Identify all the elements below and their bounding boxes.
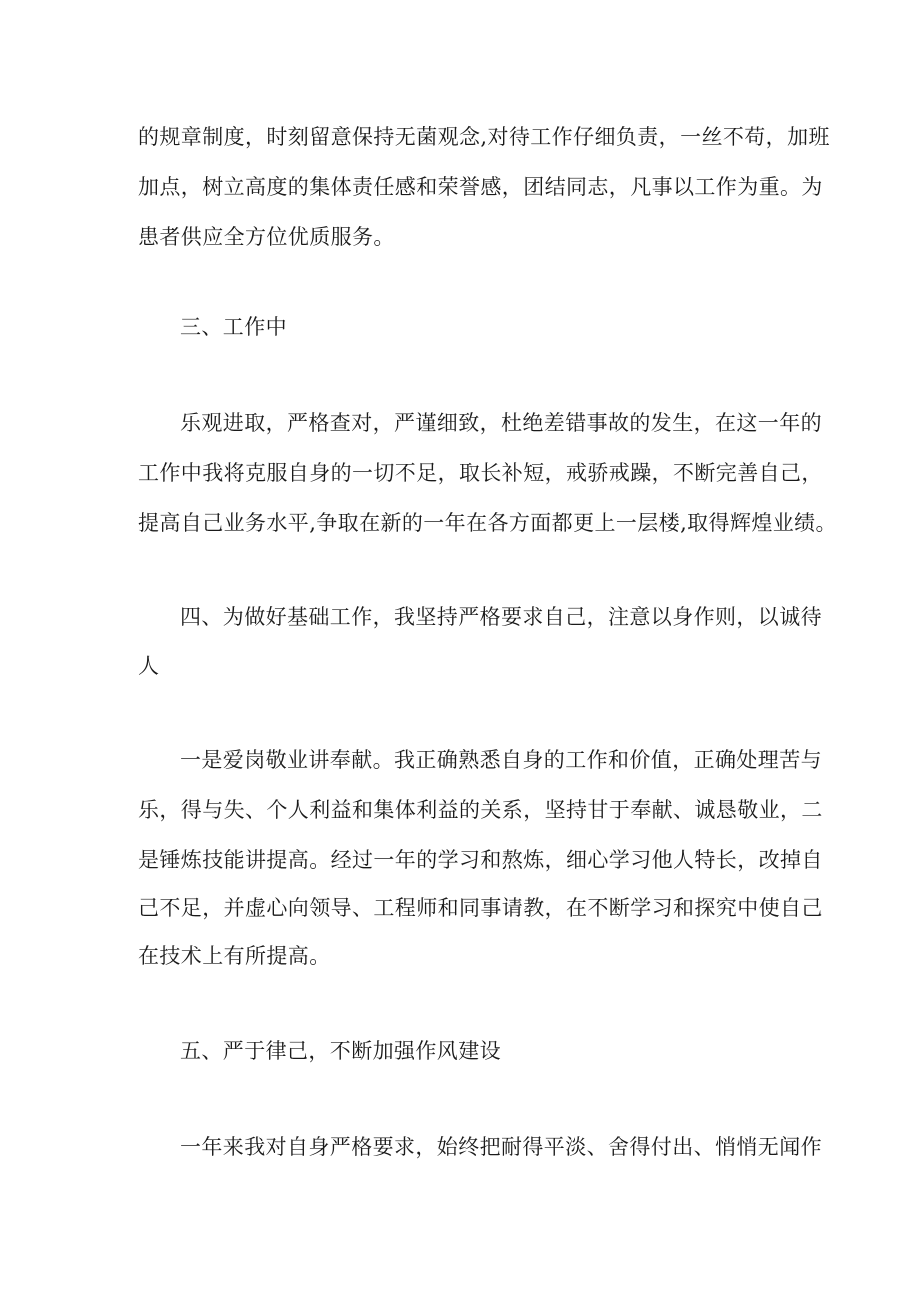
paragraph-3-line-1: 一是爱岗敬业讲奉献。我正确熟悉自身的工作和价值，正确处理苦与 [180,748,822,772]
paragraph-3-line-5: 在技术上有所提高。 [138,944,331,968]
paragraph-2-line-1: 乐观进取，严格查对，严谨细致，杜绝差错事故的发生，在这一年的 [180,411,822,435]
paragraph-3-line-4: 己不足，并虚心向领导、工程师和同事请教，在不断学习和探究中使自己 [138,896,823,920]
section-heading-3: 三、工作中 [180,315,287,339]
section-heading-5: 五、严于律己，不断加强作风建设 [180,1039,501,1063]
paragraph-1-line-1: 的规章制度，时刻留意保持无菌观念,对待工作仔细负责，一丝不苟，加班 [138,125,830,149]
paragraph-4-line-1: 一年来我对自身严格要求，始终把耐得平淡、舍得付出、悄悄无闻作 [180,1135,822,1159]
paragraph-1-line-3: 患者供应全方位优质服务。 [138,225,395,249]
paragraph-2-line-3: 提高自己业务水平,争取在新的一年在各方面都更上一层楼,取得辉煌业绩。 [138,511,837,535]
section-heading-4-line-2: 人 [138,654,160,678]
paragraph-3-line-3: 是锤炼技能讲提高。经过一年的学习和熬炼，细心学习他人特长，改掉自 [138,848,823,872]
paragraph-1-line-2: 加点，树立高度的集体责任感和荣誉感，团结同志，凡事以工作为重。为 [138,175,823,199]
section-heading-4-line-1: 四、为做好基础工作，我坚持严格要求自己，注意以身作则，以诚待 [180,605,822,629]
paragraph-2-line-2: 工作中我将克服自身的一切不足，取长补短，戒骄戒躁，不断完善自己， [138,461,823,485]
paragraph-3-line-2: 乐，得与失、个人利益和集体利益的关系，坚持甘于奉献、诚恳敬业，二 [138,798,823,822]
